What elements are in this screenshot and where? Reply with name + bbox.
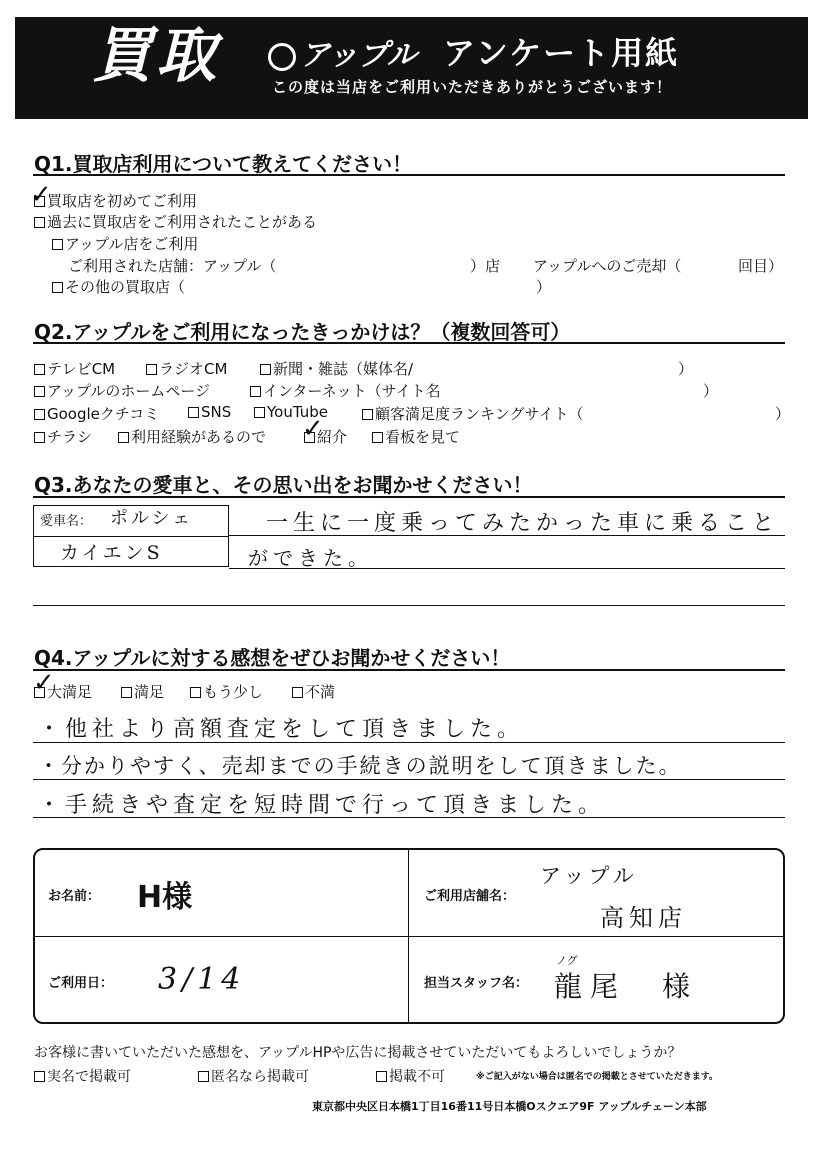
- name-label: お名前：: [48, 889, 101, 904]
- checkbox[interactable]: [188, 407, 199, 418]
- q3-underline: [33, 496, 785, 498]
- q2-google-option[interactable]: Googleクチコミ: [34, 403, 159, 424]
- q2-radio-option[interactable]: ラジオCM: [146, 358, 227, 379]
- checkbox[interactable]: [198, 1071, 209, 1082]
- checkbox[interactable]: [34, 409, 45, 420]
- store-value-line-1: アップル: [540, 864, 638, 888]
- q2-flyer-option[interactable]: チラシ: [34, 426, 92, 447]
- memory-line-1: 一生に一度乗ってみたかった車に乗ること: [266, 511, 780, 536]
- checkbox[interactable]: [372, 432, 383, 443]
- q4-heading: Q4.アップルに対する感想をぜひお聞かせください！: [34, 646, 511, 670]
- q1-heading: Q1.買取店利用について教えてください！: [34, 152, 413, 176]
- logo-ring-icon: [268, 43, 296, 71]
- checkbox[interactable]: [190, 687, 201, 698]
- name-value: H様: [137, 880, 193, 915]
- logo-text: アップル: [300, 38, 417, 73]
- checkbox[interactable]: [34, 364, 45, 375]
- checkbox[interactable]: [260, 364, 271, 375]
- header-big-title: 買取: [92, 21, 220, 91]
- q2-signboard-option[interactable]: 看板を見て: [372, 426, 460, 447]
- q2-internet-close: ）: [703, 382, 719, 400]
- comment-line-1: ・他社より高額査定をして頂きました。: [38, 717, 525, 742]
- checkbox[interactable]: [52, 239, 63, 250]
- car-name-divider: [33, 536, 229, 537]
- header-subtitle: この度は当店をご利用いただきありがとうございます！: [272, 78, 673, 96]
- checkbox[interactable]: [34, 217, 45, 228]
- q4-very-satisfied-option[interactable]: 大満足: [34, 681, 92, 702]
- q2-experience-option[interactable]: 利用経験があるので: [118, 426, 266, 447]
- q1-store-used-label: ご利用された店舗：アップル（: [68, 257, 277, 275]
- checkbox[interactable]: [292, 687, 303, 698]
- q1-apple-store-option[interactable]: アップル店をご利用: [52, 233, 198, 254]
- car-name-line-2: カイエンS: [60, 542, 163, 564]
- q4-check-mark: ✓: [33, 668, 55, 698]
- checkbox[interactable]: [34, 1071, 45, 1082]
- q2-tv-option[interactable]: テレビCM: [34, 358, 115, 379]
- q2-heading: Q2.アップルをご利用になったきっかけは？（複数回答可）: [34, 320, 571, 344]
- checkbox[interactable]: [376, 1071, 387, 1082]
- q1-other-close: ）: [536, 278, 552, 296]
- footer-anonymous-option[interactable]: 匿名なら掲載可: [198, 1066, 309, 1086]
- q1-other-store-option[interactable]: その他の買取店（: [52, 276, 185, 297]
- q4-satisfied-option[interactable]: 満足: [121, 681, 164, 702]
- q4-a-little-more-option[interactable]: もう少し: [190, 681, 263, 702]
- comment-line-2: ・分かりやすく、売却までの手続きの説明をして頂きました。: [38, 754, 682, 778]
- footer-question: お客様に書いていただいた感想を、アップルHPや広告に掲載させていただいてもよろしいでしょうか？: [34, 1045, 682, 1061]
- info-table-horizontal-divider: [33, 936, 785, 937]
- comment-rule-2: [33, 779, 785, 780]
- q1-sell-count-label: アップルへのご売却（: [533, 257, 682, 275]
- checkbox[interactable]: [121, 687, 132, 698]
- footer-real-name-option[interactable]: 実名で掲載可: [34, 1066, 131, 1086]
- footer-note: ※ご記入がない場合は匿名での掲載とさせていただきます。: [476, 1072, 719, 1082]
- checkbox[interactable]: [34, 432, 45, 443]
- q1-past-option[interactable]: 過去に買取店をご利用されたことがある: [34, 211, 317, 232]
- q2-homepage-option[interactable]: アップルのホームページ: [34, 380, 210, 401]
- memory-rule-2: [229, 568, 785, 569]
- memory-line-2: ができた。: [248, 546, 373, 570]
- checkbox[interactable]: [250, 386, 261, 397]
- checkbox[interactable]: [254, 407, 265, 418]
- q2-referral-option[interactable]: 紹介: [304, 426, 347, 447]
- checkbox[interactable]: [34, 687, 45, 698]
- car-label: 愛車名：: [40, 514, 93, 529]
- car-name-line-1: ポルシェ: [110, 508, 194, 529]
- checkbox[interactable]: [362, 409, 373, 420]
- date-value: 3/14: [158, 962, 246, 997]
- checkbox[interactable]: [118, 432, 129, 443]
- q1-underline: [33, 174, 785, 176]
- q2-youtube-option[interactable]: YouTube: [254, 403, 328, 421]
- staff-value: 龍尾 様: [554, 970, 699, 1003]
- footer-address: 東京都中央区日本橋1丁目16番11号日本橋Oスクエア9F アップルチェーン本部: [312, 1100, 707, 1113]
- apple-logo: [268, 30, 417, 74]
- q2-newspaper-close: ）: [678, 360, 694, 378]
- date-label: ご利用日：: [48, 976, 114, 991]
- q4-underline: [33, 669, 785, 671]
- memory-rule-3: [33, 605, 785, 606]
- q2-internet-option[interactable]: インターネット（サイト名: [250, 380, 441, 401]
- q2-underline: [33, 342, 785, 344]
- store-value-line-2: 高知店: [600, 904, 687, 932]
- q2-ranking-option[interactable]: 顧客満足度ランキングサイト（: [362, 403, 584, 424]
- checkbox[interactable]: [304, 432, 315, 443]
- q1-first-time-option[interactable]: 買取店を初めてご利用: [34, 190, 197, 211]
- comment-rule-1: [33, 742, 785, 743]
- footer-not-allowed-option[interactable]: 掲載不可: [376, 1066, 445, 1086]
- checkbox[interactable]: [146, 364, 157, 375]
- q3-heading: Q3.あなたの愛車と、その思い出をお聞かせください！: [34, 473, 533, 497]
- q2-newspaper-option[interactable]: 新聞・雑誌（媒体名/: [260, 358, 413, 379]
- store-label: ご利用店舗名：: [424, 889, 516, 904]
- checkbox[interactable]: [34, 196, 45, 207]
- checkbox[interactable]: [52, 282, 63, 293]
- staff-ruby: ノグ: [556, 954, 578, 967]
- q4-dissatisfied-option[interactable]: 不満: [292, 681, 335, 702]
- q1-check-mark: ✓: [30, 180, 52, 210]
- comment-line-3: ・手続きや査定を短時間で行って頂きました。: [38, 793, 606, 818]
- checkbox[interactable]: [34, 386, 45, 397]
- q2-check-mark: ✓: [302, 414, 324, 444]
- q2-ranking-close: ）: [775, 405, 791, 423]
- comment-rule-3: [33, 817, 785, 818]
- q1-sell-count-suffix: 回目）: [738, 257, 784, 275]
- q1-store-suffix: ）店: [470, 257, 501, 275]
- q2-sns-option[interactable]: SNS: [188, 403, 231, 421]
- memory-rule-1: [229, 535, 785, 536]
- header-title: アンケート用紙: [443, 34, 680, 72]
- staff-label: 担当スタッフ名：: [424, 976, 529, 991]
